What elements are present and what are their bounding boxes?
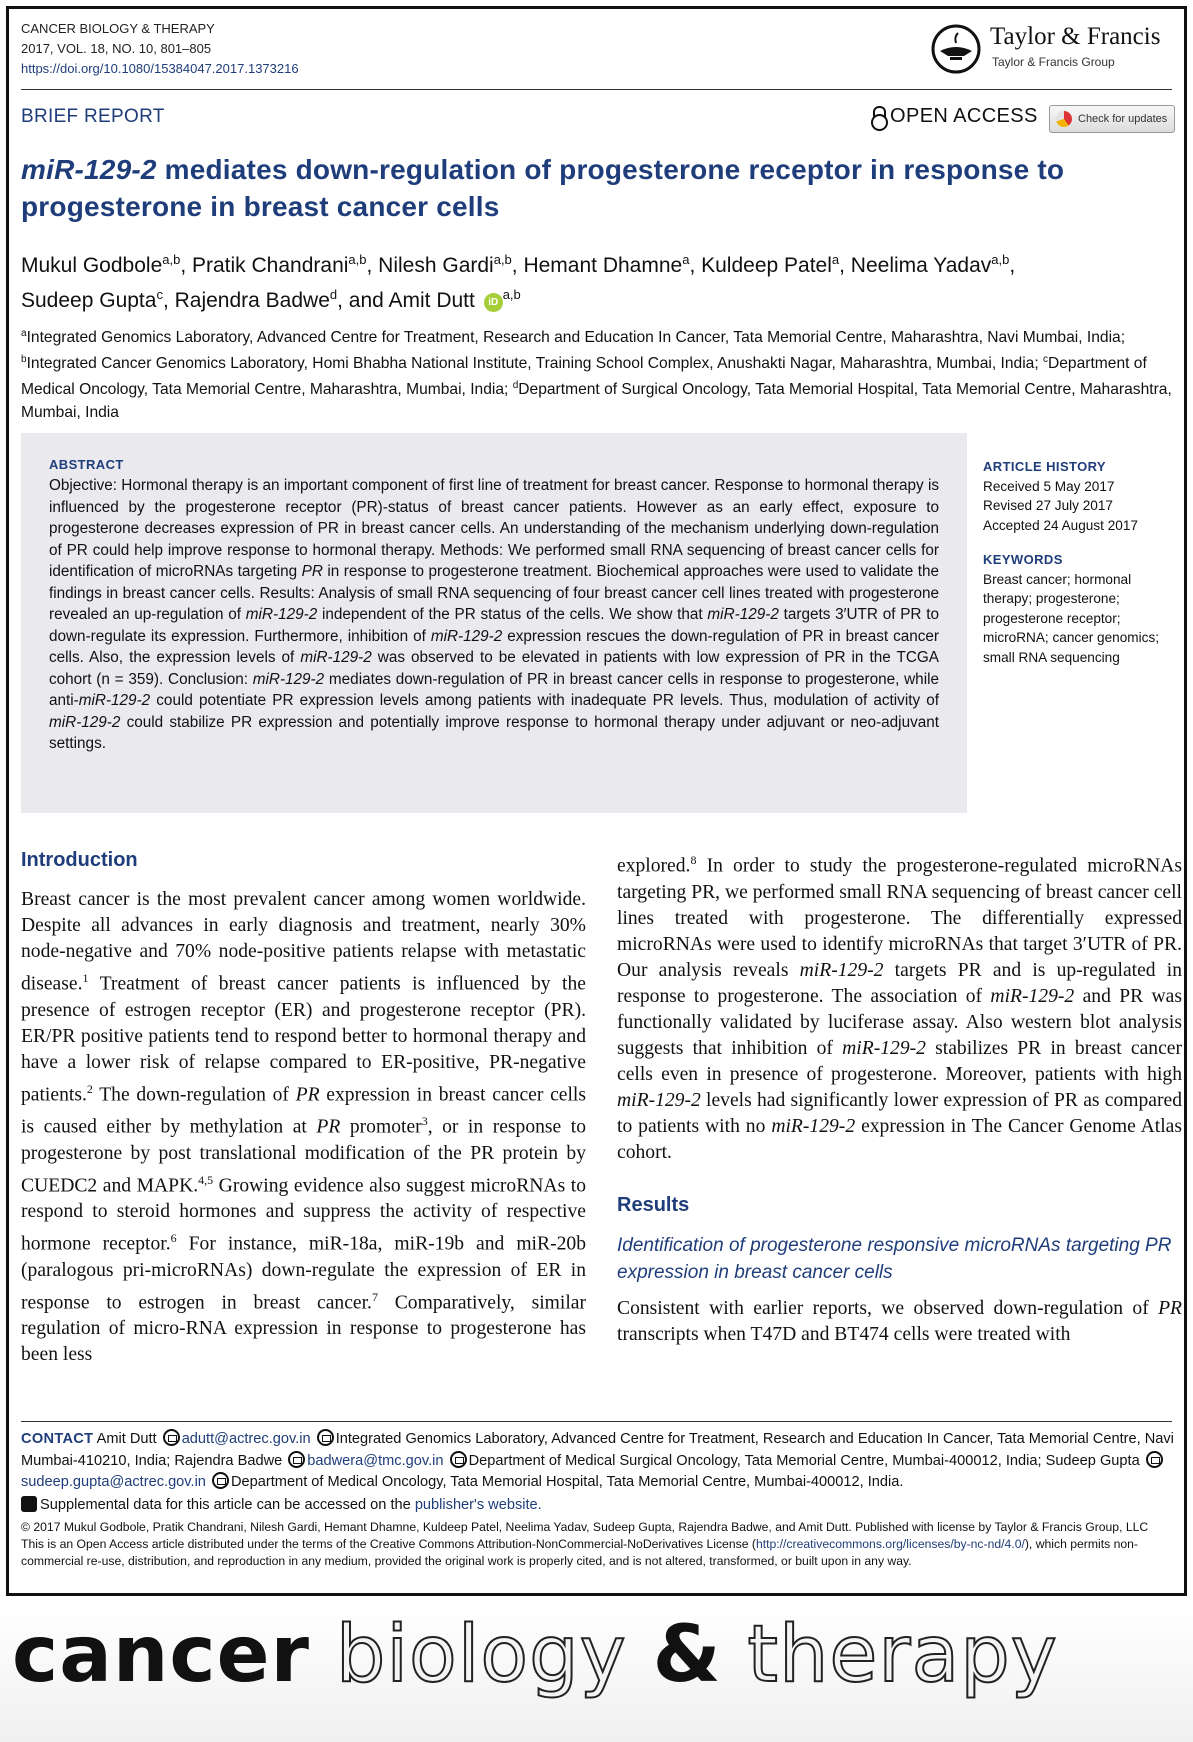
taylor-francis-lamp-icon [930,23,982,75]
open-access-label: OPEN ACCESS [890,105,1038,127]
crossmark-icon [1056,111,1072,127]
right-column [617,847,1182,1348]
license-text-a: This is an Open Access article distributed under the terms of the Creative Commons Attribution-NonCommercial-NoDerivatives License ( [21,1537,756,1551]
license-line [21,1536,1183,1570]
orcid-icon[interactable]: iD [484,293,503,312]
address-1: Integrated Genomics Laboratory, Advanced Centre for Treatment, Research and Education In Cancer, Tata Memorial Centre, Navi Mumbai-410210, India; Rajendra Badwe [21,1431,1174,1469]
check-for-updates-button[interactable] [1049,105,1175,133]
banner-wordmark [12,1610,1058,1700]
header-divider [21,89,1172,90]
publisher-logo [930,21,1170,73]
email-link-gupta[interactable]: sudeep.gupta@actrec.gov.in [21,1474,206,1490]
title-gene: miR-129-2 [21,154,157,185]
author-list [21,245,1181,315]
journal-name: CANCER BIOLOGY & THERAPY [21,21,215,36]
article-history-heading: ARTICLE HISTORY [983,459,1107,474]
abstract-text: Objective: Hormonal therapy is an important component of first line of treatment for breast cancer. Response to hormonal therapy is influenced by the progesterone receptor (PR)-status of breast cancer patients. However as an early effect, exposure to progesterone decreases expression of PR in breast cancer cells. An understanding of the mechanism underlying down-regulation of PR could help improve response to hormonal therapy. Methods: We performed small RNA sequencing of breast cancer cells for identification of microRNAs targeting PR in response to progesterone treatment. Biochemical approaches were used to validate the findings in breast cancer cells. Results: Analysis of small RNA sequencing of four breast cancer cell lines treated with progesterone revealed an up-regulation of miR-129-2 independent of the PR status of the cells. We show that miR-129-2 targets 3′UTR of PR to down-regulate its expression. Furthermore, inhibition of miR-129-2 expression rescues the down-regulation of PR in breast cancer cells. Also, the expression levels of miR-129-2 was observed to be elevated in patients with low expression of PR in the TCGA cohort (n = 359). Conclusion: miR-129-2 mediates down-regulation of PR in breast cancer cells in response to progesterone, while anti-miR-129-2 could potentiate PR expression levels among patients with inadequate PR levels. Thus, modulation of activity of miR-129-2 could stabilize PR expression and potentially improve response to hormonal therapy under adjuvant or neo-adjuvant settings. [49,477,939,752]
left-column [21,847,586,1368]
results-heading: Results [617,1193,690,1216]
affiliations: $^a$Integrated Genomics Laboratory, Advanced Centre for Treatment, Research and Education In Cancer, Tata Memorial Centre, Maharashtra, Navi Mumbai, India; $^b$Integrated Cancer Genomics Laboratory, Homi Bhabha National Institute, Training School Complex, Anushakti Nagar, Maharashtra, Mumbai, India; $^c$Department of Medical Oncology, Tata Memorial Centre, Maharashtra, Mumbai, India; $^d$Department of Surgical Oncology, Tata Memorial Hospital, Tata Memorial Centre, Maharashtra, Mumbai, India [21,328,1172,421]
last-author-affil: a,b [502,287,521,302]
email-icon [288,1451,305,1468]
copyright-block [21,1519,1183,1570]
doi-link[interactable]: https://doi.org/10.1080/15384047.2017.1373216 [21,61,299,76]
copyright-line: © 2017 Mukul Godbole, Pratik Chandrani, Nilesh Gardi, Hemant Dhamne, Kuldeep Patel, Neelima Yadav, Sudeep Gupta, Rajendra Badwe, and Amit Dutt. Published with license by Taylor & Francis Group, LLC [21,1520,1149,1534]
contact-divider [21,1421,1172,1422]
address-icon [212,1472,229,1489]
article-title [21,151,1121,225]
volume-line: 2017, VOL. 18, NO. 10, 801–805 [21,41,212,56]
email-link-badwe[interactable]: badwera@tmc.gov.in [307,1452,444,1469]
introduction-heading: Introduction [21,849,138,871]
article-type: BRIEF REPORT [21,106,165,127]
license-link[interactable]: http://creativecommons.org/licenses/by-nc-nd/4.0/ [755,1537,1025,1551]
address-icon [317,1429,334,1446]
article-sidebar [983,457,1183,667]
introduction-text: Breast cancer is the most prevalent cancer among women worldwide. Despite all advances in early diagnosis and treatment, nearly 30% node-negative and 70% node-positive patients relapse with metastatic disease.$^1$ Treatment of breast cancer patients is influenced by the presence of estrogen receptor (ER) and progesterone receptor (PR). ER/PR positive patients tend to respond better to hormonal therapy and have a lower risk of relapse compared to ER-positive, PR-negative patients.$^2$ The down-regulation of PR expression in breast cancer cells is caused either by methylation at PR promoter$^3$, or in response to progesterone by post translational modification of the PR protein by CUEDC2 and MAPK.$^{4,5}$ Growing evidence also suggest microRNAs to respond to steroid hormones and suppress the activity of respective hormone receptor.$^6$ For instance, miR-18a, miR-19b and miR-20b (paralogous pri-microRNAs) down-regulate the expression of ER in response to estrogen in breast cancer.$^7$ Comparatively, similar regulation of micro-RNA expression in response to progesterone has been less [21,889,587,1366]
abstract-heading: ABSTRACT [49,457,124,472]
keywords-text: Breast cancer; hormonal therapy; progesterone; progesterone receptor; microRNA; cancer genomics; small RNA sequencing [983,571,1160,665]
accepted-date: Accepted 24 August 2017 [983,517,1138,533]
title-rest: mediates down-regulation of progesterone receptor in response to progesterone in breast cancer cells [21,154,1065,222]
banner-ampersand: & [652,1610,722,1700]
license-text-b: ), which permits non-commercial re-use, distribution, and reproduction in any medium, provided the original work is properly cited, and is not altered, transformed, or built upon in any way. [21,1537,1138,1568]
abstract-box [21,433,967,813]
banner-word-therapy: therapy [747,1610,1058,1700]
address-2: Department of Medical Surgical Oncology, Tata Memorial Centre, Mumbai-400012, India; Sudeep Gupta [468,1452,1140,1469]
results-text: Consistent with earlier reports, we observed down-regulation of PR transcripts when T47D and BT474 cells were treated with [617,1297,1182,1345]
email-icon [1146,1451,1163,1468]
address-3: Department of Medical Oncology, Tata Memorial Hospital, Tata Memorial Centre, Mumbai-400012, India. [231,1474,904,1490]
publisher-website-link[interactable]: publisher's website. [414,1496,542,1513]
open-access-badge [871,105,1038,128]
contact-label: CONTACT [21,1431,94,1447]
email-link-dutt[interactable]: adutt@actrec.gov.in [181,1431,311,1447]
address-icon [450,1451,467,1468]
received-date: Received 5 May 2017 [983,478,1115,494]
publisher-group: Taylor & Francis Group [992,55,1115,69]
results-subsection-heading: Identification of progesterone responsive microRNAs targeting PR expression in breast cancer cells [617,1234,1172,1283]
authors-text: Mukul Godbole$^{a,b}$, Pratik Chandrani$^{a,b}$, Nilesh Gardi$^{a,b}$, Hemant Dhamne$^a$, Kuldeep Patel$^a$, Neelima Yadav$^{a,b}$, Sudeep Gupta$^c$, Rajendra Badwe$^d$, and Amit Dutt [21,252,1016,312]
keywords-heading: KEYWORDS [983,552,1063,567]
publisher-name: Taylor & Francis [990,23,1161,50]
contact-name: Amit Dutt [96,1431,157,1447]
banner-word-cancer: cancer [12,1610,311,1700]
article-page [6,6,1187,1596]
supplemental-text: Supplemental data for this article can be accessed on the [40,1496,411,1513]
open-lock-icon [871,106,886,128]
check-updates-label: Check for updates [1078,113,1168,125]
journal-banner [0,1606,1193,1742]
intro-continued-text: explored.$^8$ In order to study the progesterone-regulated microRNAs targeting PR, we performed small RNA sequencing of breast cancer cell lines treated with progesterone. The differentially expressed microRNAs were used to identify microRNAs that target 3′UTR of PR. Our analysis reveals miR-129-2 targets PR and is up-regulated in response to progesterone. The association of miR-129-2 and PR was functionally validated by luciferase assay. Also western blot analysis suggests that inhibition of miR-129-2 stabilizes PR in breast cancer cells even in presence of progesterone. Moreover, patients with high miR-129-2 levels had significantly lower expression of PR as compared to patients with no miR-129-2 expression in The Cancer Genome Atlas cohort. [617,853,1183,1163]
email-icon [163,1429,180,1446]
contact-block [21,1429,1183,1516]
supplemental-icon [21,1496,37,1512]
revised-date: Revised 27 July 2017 [983,498,1113,513]
supplemental-note [21,1495,1183,1517]
banner-word-biology: biology [335,1610,627,1700]
journal-meta [21,19,299,79]
